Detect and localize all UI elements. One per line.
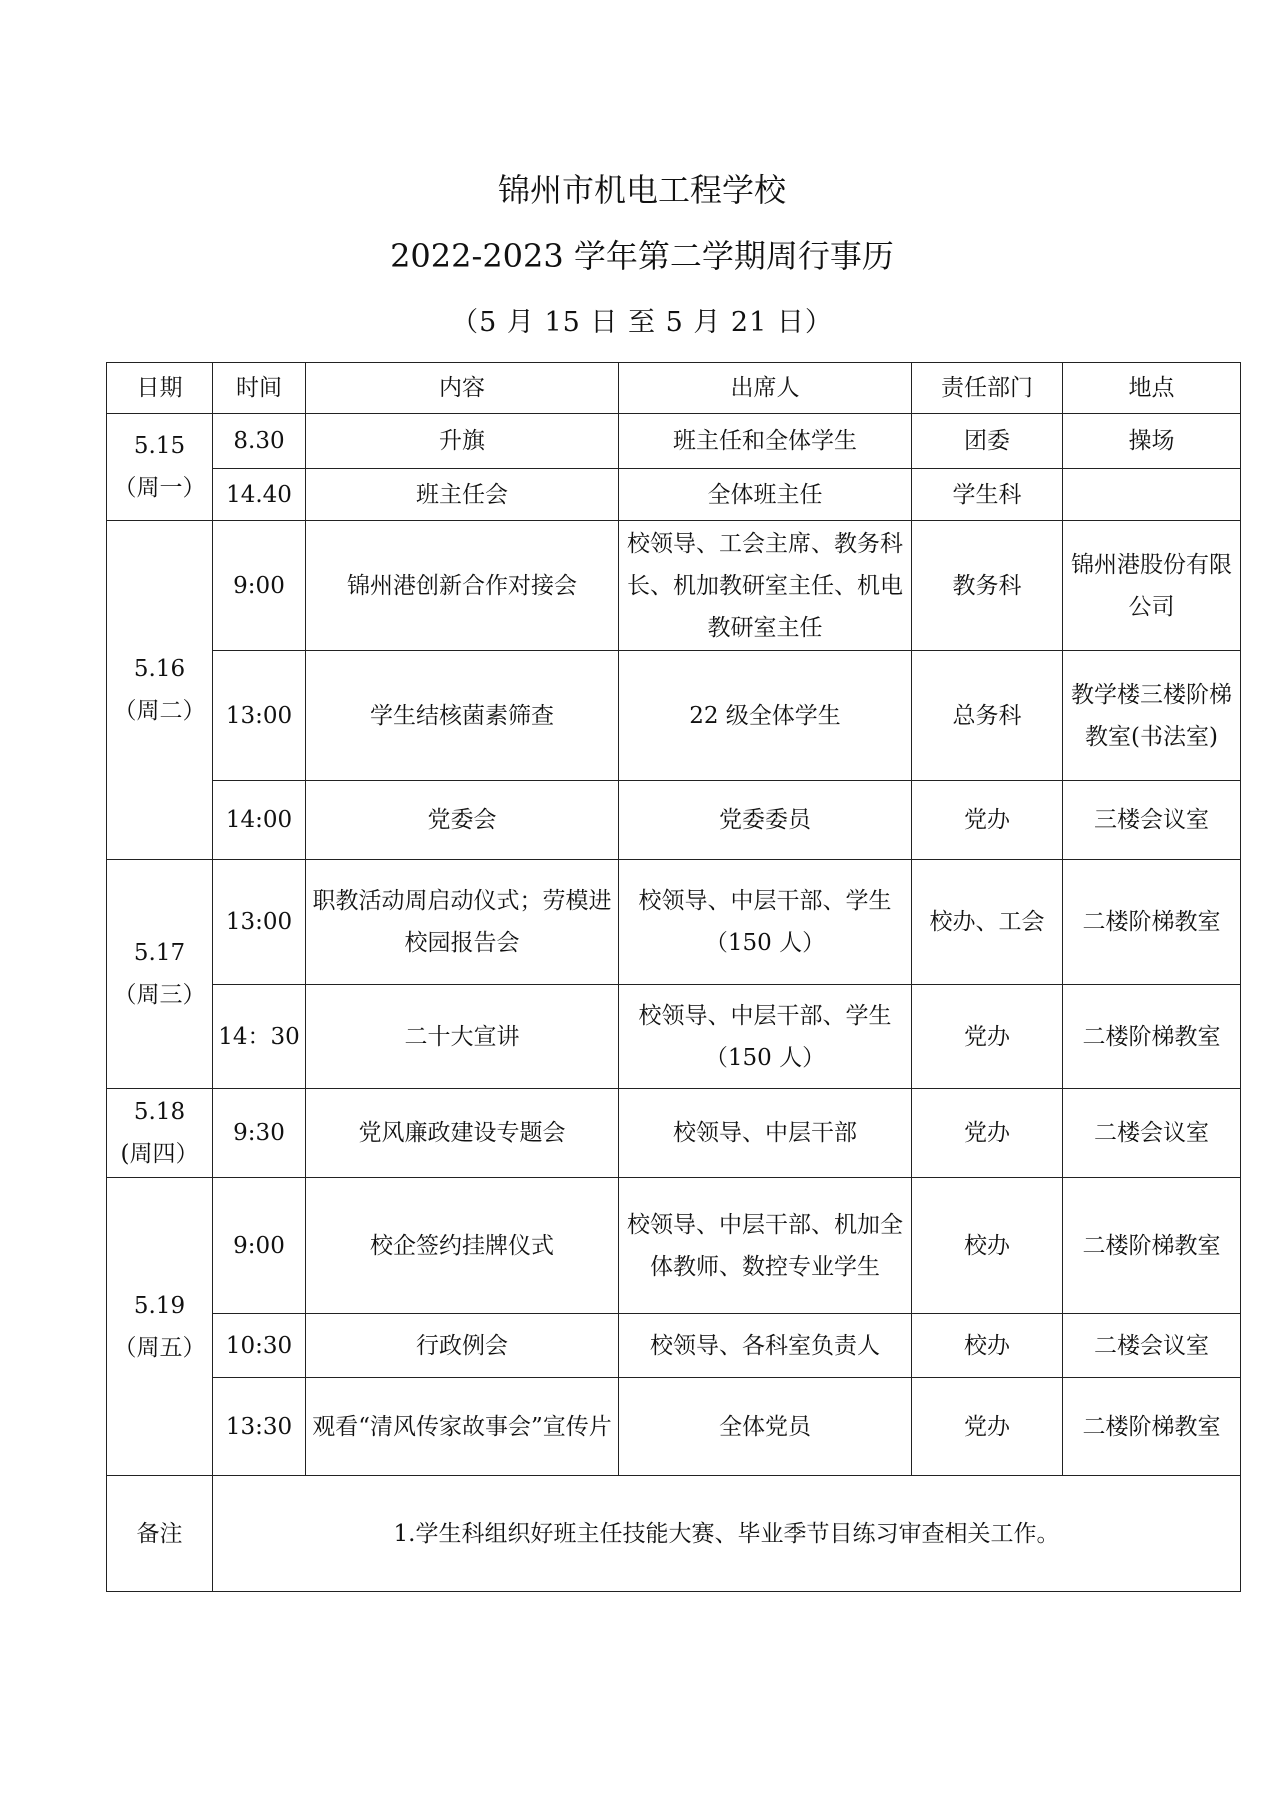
- school-name: 锦州市机电工程学校: [497, 171, 786, 209]
- notes-label: 备注: [107, 1476, 213, 1592]
- weekday-value: （周三）: [113, 982, 206, 1008]
- content-cell: 党风廉政建设专题会: [306, 1089, 619, 1178]
- time-cell: 9:30: [213, 1089, 306, 1178]
- date-cell: [107, 1178, 213, 1476]
- content-cell: 学生结核菌素筛查: [306, 651, 619, 781]
- time-cell: 14.40: [213, 469, 306, 521]
- table-row: [107, 860, 1241, 985]
- column-header-department: 责任部门: [912, 363, 1063, 414]
- time-cell: 13:00: [213, 651, 306, 781]
- department-cell: 党办: [912, 985, 1063, 1089]
- time-cell: 13:30: [213, 1378, 306, 1476]
- column-header-date: 日期: [107, 363, 213, 414]
- content-cell: 锦州港创新合作对接会: [306, 521, 619, 651]
- department-cell: 校办: [912, 1314, 1063, 1378]
- date-value: 5.18: [133, 1099, 186, 1125]
- attendees-cell: 全体党员: [619, 1378, 912, 1476]
- attendees-cell: 班主任和全体学生: [619, 414, 912, 469]
- time-cell: 10:30: [213, 1314, 306, 1378]
- location-cell: 二楼阶梯教室: [1063, 860, 1241, 985]
- column-header-content: 内容: [306, 363, 619, 414]
- content-cell: 行政例会: [306, 1314, 619, 1378]
- department-cell: 校办、工会: [912, 860, 1063, 985]
- table-row: [107, 781, 1241, 860]
- table-row: [107, 414, 1241, 469]
- date-value: 5.17: [133, 940, 186, 966]
- date-value: 5.19: [133, 1292, 186, 1319]
- location-cell: 二楼阶梯教室: [1063, 985, 1241, 1089]
- location-cell: 二楼阶梯教室: [1063, 1378, 1241, 1476]
- column-header-location: 地点: [1063, 363, 1241, 414]
- department-cell: 党办: [912, 1378, 1063, 1476]
- time-cell: 8.30: [213, 414, 306, 469]
- attendees-cell: 校领导、各科室负责人: [619, 1314, 912, 1378]
- date-value: 5.15: [133, 433, 186, 459]
- location-cell: 二楼会议室: [1063, 1089, 1241, 1178]
- attendees-cell: 校领导、中层干部: [619, 1089, 912, 1178]
- table-row: [107, 1178, 1241, 1314]
- calendar-title: 2022-2023 学年第二学期周行事历: [390, 237, 894, 275]
- time-cell: 14：30: [213, 985, 306, 1089]
- attendees-cell: 全体班主任: [619, 469, 912, 521]
- weekday-value: (周四）: [120, 1141, 199, 1167]
- location-cell: 三楼会议室: [1063, 781, 1241, 860]
- date-range: （5 月 15 日 至 5 月 21 日）: [451, 307, 833, 338]
- notes-text: 1.学生科组织好班主任技能大赛、毕业季节目练习审查相关工作。: [213, 1476, 1241, 1592]
- table-row: [107, 1089, 1241, 1178]
- weekday-value: （周一）: [113, 475, 206, 501]
- date-cell: [107, 414, 213, 521]
- location-cell: 二楼会议室: [1063, 1314, 1241, 1378]
- content-cell: 二十大宣讲: [306, 985, 619, 1089]
- time-cell: 13:00: [213, 860, 306, 985]
- date-cell: [107, 521, 213, 860]
- table-row: [107, 651, 1241, 781]
- content-cell: 职教活动周启动仪式；劳模进校园报告会: [306, 860, 619, 985]
- department-cell: 总务科: [912, 651, 1063, 781]
- weekday-value: （周五）: [113, 1334, 206, 1361]
- notes-row: [107, 1476, 1241, 1592]
- department-cell: 校办: [912, 1178, 1063, 1314]
- date-value: 5.16: [133, 656, 186, 682]
- schedule-table: [106, 362, 1241, 1592]
- department-cell: 学生科: [912, 469, 1063, 521]
- content-cell: 观看“清风传家故事会”宣传片: [306, 1378, 619, 1476]
- content-cell: 班主任会: [306, 469, 619, 521]
- table-row: [107, 1378, 1241, 1476]
- department-cell: 党办: [912, 781, 1063, 860]
- department-cell: 团委: [912, 414, 1063, 469]
- time-cell: 14:00: [213, 781, 306, 860]
- attendees-cell: 校领导、中层干部、机加全体教师、数控专业学生: [619, 1178, 912, 1314]
- attendees-cell: 22 级全体学生: [619, 651, 912, 781]
- location-cell: 教学楼三楼阶梯教室(书法室): [1063, 651, 1241, 781]
- content-cell: 党委会: [306, 781, 619, 860]
- column-header-time: 时间: [213, 363, 306, 414]
- location-cell: 操场: [1063, 414, 1241, 469]
- attendees-cell: 校领导、工会主席、教务科长、机加教研室主任、机电教研室主任: [619, 521, 912, 651]
- table-row: [107, 469, 1241, 521]
- location-cell: 锦州港股份有限公司: [1063, 521, 1241, 651]
- weekday-value: （周二）: [113, 698, 206, 724]
- column-header-attendees: 出席人: [619, 363, 912, 414]
- date-cell: [107, 860, 213, 1089]
- location-cell: [1063, 469, 1241, 521]
- time-cell: 9:00: [213, 521, 306, 651]
- department-cell: 教务科: [912, 521, 1063, 651]
- table-header-row: [107, 363, 1241, 414]
- department-cell: 党办: [912, 1089, 1063, 1178]
- location-cell: 二楼阶梯教室: [1063, 1178, 1241, 1314]
- time-cell: 9:00: [213, 1178, 306, 1314]
- table-row: [107, 521, 1241, 651]
- attendees-cell: 党委委员: [619, 781, 912, 860]
- attendees-cell: 校领导、中层干部、学生（150 人）: [619, 860, 912, 985]
- table-row: [107, 985, 1241, 1089]
- date-cell: [107, 1089, 213, 1178]
- content-cell: 校企签约挂牌仪式: [306, 1178, 619, 1314]
- table-row: [107, 1314, 1241, 1378]
- attendees-cell: 校领导、中层干部、学生（150 人）: [619, 985, 912, 1089]
- content-cell: 升旗: [306, 414, 619, 469]
